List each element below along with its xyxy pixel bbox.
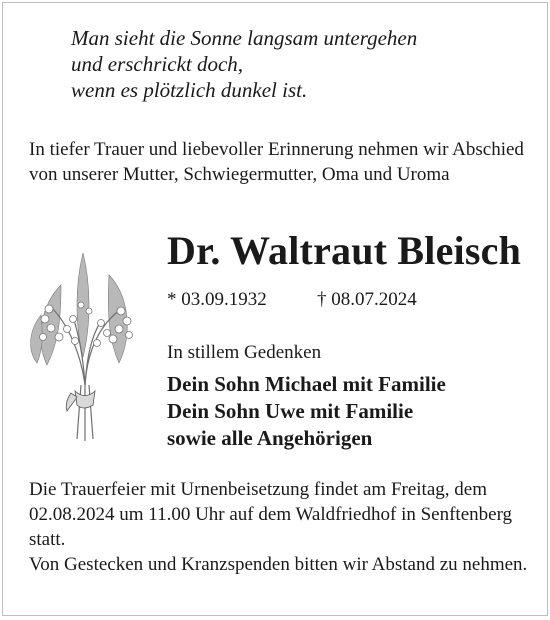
- poem-line-3: wenn es plötzlich dunkel ist.: [71, 78, 308, 102]
- family-list: [167, 371, 446, 452]
- flower-request: Von Gestecken und Kranzspenden bitten wir Abstand zu nehmen.: [29, 554, 528, 575]
- poem: [71, 25, 417, 103]
- family-line-2: Dein Sohn Uwe mit Familie: [167, 399, 414, 423]
- service-info: [29, 477, 531, 577]
- life-dates: [167, 287, 417, 313]
- obituary-notice: [2, 2, 548, 616]
- death-date: † 08.07.2024: [317, 289, 417, 310]
- service-details: Die Trauerfeier mit Urnenbeisetzung findet am Freitag, dem 02.08.2024 um 11.00 Uhr auf dem Waldfriedhof in Senftenberg statt.: [29, 479, 513, 550]
- lily-of-the-valley-icon: [21, 245, 149, 445]
- poem-line-2: und erschrickt doch,: [71, 52, 244, 76]
- memory-label: In stillem Gedenken: [167, 342, 322, 363]
- birth-date: * 03.09.1932: [167, 289, 267, 310]
- intro-text: In tiefer Trauer und liebevoller Erinnerung nehmen wir Abschied von unserer Mutter, Schwiegermutter, Oma und Uroma: [29, 139, 524, 185]
- poem-line-1: Man sieht die Sonne langsam untergehen: [71, 26, 418, 50]
- family-line-1: Dein Sohn Michael mit Familie: [167, 372, 446, 396]
- deceased-name: Dr. Waltraut Bleisch: [167, 228, 522, 273]
- family-line-3: sowie alle Angehörigen: [167, 426, 373, 450]
